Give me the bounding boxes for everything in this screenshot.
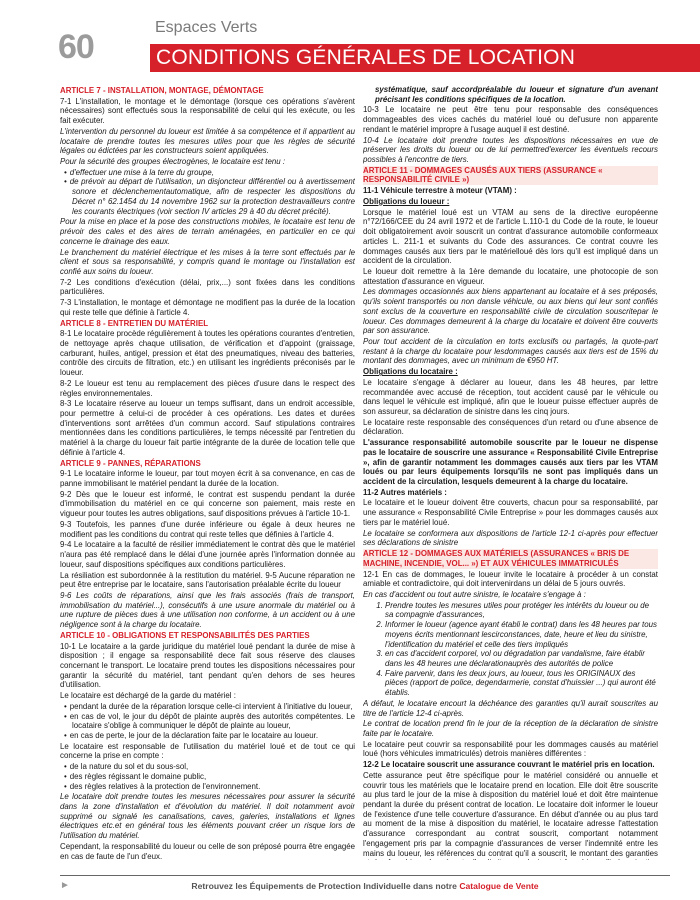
paragraph: En cas d'accident ou tout autre sinistre, le locataire s'engage à : — [363, 589, 586, 599]
list-item: • pendant la durée de la réparation lorsque celle-ci intervient à l'initiative du loueur, — [72, 702, 355, 712]
paragraph: Le locataire peut couvrir sa responsabilité pour les dommages causés au matériel loué (hors véhicules immatriculés) detrois manières différentes : — [363, 739, 658, 759]
right-column — [363, 85, 658, 860]
paragraph: Pour tout accident de la circulation en torts exclusifs ou partagés, la quote-part restant à la charge du locataire pour lesdommages causés aux tiers est de 15% du montant des dommages, avec un minimum de €950 HT. — [363, 336, 658, 366]
paragraph: Le locataire est déchargé de la garde du matériel : — [60, 691, 236, 701]
paragraph: 9-4 Le locataire a la faculté de résilier immédiatement le contrat dès que le matériel n'aura pas été remplacé dans le délai d'une journée après l'information donnée au loueur, sauf dispositions spécifiques aux conditions particulières. — [60, 540, 355, 569]
paragraph: 10-1 Le locataire a la garde juridique du matériel loué pendant la durée de mise à disposition ; il engage sa responsabilité dece fait sous réserve des clauses concernant le transport. Le locataire prend toutes les dispositions nécessaires pour garantir la sécurité du matériel, tant pendant qu'en dehors de ses heures d'utilisation. — [60, 641, 355, 690]
paragraph: 7-2 Les conditions d'exécution (délai, prix,...) sont fixées dans les conditions particulières. — [60, 277, 355, 297]
list-item: • des règles régissant le domaine public, — [72, 772, 355, 782]
subheading: Obligations du locataire : — [363, 367, 458, 377]
paragraph: Cependant, la responsabilité du loueur ou celle de son préposé pourra être engagée en cas de faute de l'un d'eux. — [60, 841, 355, 860]
paragraph: Le branchement du matériel électrique et les mises à la terre sont effectués par le client et sous sa responsabilité, y compris quand le montage ou l'installation est confié aux soins du loueur. — [60, 247, 355, 276]
paragraph: 10-3 Le locataire ne peut être tenu pour responsable des conséquences dommageables des vices cachés du matériel loué ou del'usure non apparente rendant le matériel impropre à l'usage auquel il est destiné. — [363, 105, 658, 134]
article-12-heading: ARTICLE 12 - DOMMAGES AUX MATÉRIELS (ASSURANCES « BRIS DE MACHINE, INCENDIE, VOL... ») ET AUX VÉHICULES IMMATRICULÉS — [363, 549, 658, 568]
list — [60, 168, 355, 217]
paragraph: 9-3 Toutefois, les pannes d'une durée inférieure ou égale à deux heures ne modifient pas les conditions du contrat qui reste telles que définies à l'article 4. — [60, 519, 355, 539]
paragraph: 12-1 En cas de dommages, le loueur invite le locataire à procéder à un constat amiable et contradictoire, qui doit intervenirdans un délai de 5 jours ouvrés. — [363, 569, 658, 589]
article-7-heading: ARTICLE 7 - INSTALLATION, MONTAGE, DÉMONTAGE — [60, 86, 264, 95]
list-item: 4. Faire parvenir, dans les deux jours, au loueur, tous les ORIGINAUX des pièces (rapport de police, degendarmerie, constat d'huissier ...) qui auront été établis. — [385, 669, 658, 698]
paragraph: 12-2 Le locataire souscrit une assurance couvrant le matériel pris en location. — [363, 760, 655, 770]
content-columns — [60, 85, 670, 860]
paragraph: Le contrat de location prend fin le jour de la réception de la déclaration de sinistre faite par le locataire. — [363, 719, 658, 738]
list-item: 2. Informer le loueur (agence ayant établi le contrat) dans les 48 heures par tous moyens écrits mentionnant lescirconstances, date, heure et lieu du sinistre, l'identification du matériel et celle des tiers impliqués — [385, 620, 658, 649]
list — [60, 762, 355, 791]
list-item: • de prévoir au départ de l'utilisation, un disjoncteur différentiel ou à avertissement sonore et déclenchementautomatique, afin de respecter les dispositions du Décret n° 62.1454 du 14 novembre 1962 sur la protection destravailleurs contre les courants électriques (voir section IV articles 29 à 40 du décret précité). — [72, 177, 355, 216]
paragraph: A défaut, le locataire encourt la déchéance des garanties qu'il aurait souscrites au titre de l'article 12-4 ci-après. — [363, 698, 658, 718]
paragraph: Le locataire reste responsable des conséquences d'un retard ou d'une absence de déclaration. — [363, 417, 658, 437]
subheading: 11-1 Véhicule terrestre à moteur (VTAM) : — [363, 186, 517, 196]
page-number: 60 — [58, 28, 94, 66]
list-item: 3. en cas d'accident corporel, vol ou dégradation par vandalisme, faire établir dans les 48 heures une déclarationauprès des autorités de police — [385, 649, 658, 668]
paragraph: 9-6 Les coûts de réparations, ainsi que les frais associés (frais de transport, immobilisation du matériel...), consécutifs à une usure anormale du matériel ou à une rupture de pièces dues à une utilisation non conforme, à un accident ou à une négligence sont à la charge du locataire. — [60, 590, 355, 630]
article-9-heading: ARTICLE 9 - PANNES, RÉPARATIONS — [60, 458, 201, 468]
section-name: Espaces Verts — [155, 19, 258, 36]
article-8-heading: ARTICLE 8 - ENTRETIEN DU MATÉRIEL — [60, 318, 209, 328]
list-item: • d'effectuer une mise à la terre du groupe, — [72, 168, 355, 178]
paragraph: Le locataire s'engage à déclarer au loueur, dans les 48 heures, par lettre recommandée avec accusé de réception, tout accident causé par le véhicule ou dans lequel le véhicule est impliqué, afin que le loueur puisse effectuer auprès de son assureur, sa déclaration de sinistre dans les cinq jours. — [363, 377, 658, 416]
paragraph: La résiliation est subordonnée à la restitution du matériel. 9-5 Aucune réparation ne peut être entreprise par le locataire, sans l'autorisation préalable écrite du loueur — [60, 570, 355, 590]
paragraph: 8-2 Le loueur est tenu au remplacement des pièces d'usure dans le respect des règles environnementales. — [60, 378, 355, 398]
footer-divider — [60, 875, 670, 876]
page-header — [0, 0, 700, 80]
page-title: CONDITIONS GÉNÉRALES DE LOCATION — [156, 46, 576, 69]
title-bar — [150, 44, 700, 72]
paragraph: 10-4 Le locataire doit prendre toutes les dispositions nécessaires en vue de préserver les droits du loueur ou de lui permettred'exercer les éventuels recours possibles à l'encontre de tiers. — [363, 135, 658, 165]
paragraph: Pour la sécurité des groupes électrogènes, le locataire est tenu : — [60, 157, 286, 167]
list-item: • de la nature du sol et du sous-sol, — [72, 762, 355, 772]
paragraph: Le locataire et le loueur doivent être couverts, chacun pour sa responsabilité, par une assurance « Responsabilité Civile Entreprise » pour les dommages causés aux tiers par le matériel loué. — [363, 498, 658, 527]
numbered-list — [363, 601, 658, 698]
list — [60, 702, 355, 741]
subheading: 11-2 Autres matériels : — [363, 487, 447, 497]
paragraph: L'intervention du personnel du loueur est limitée à sa compétence et il appartient au locataire de prendre toutes les mesures utiles pour que les règles de sécurité légales ou édictées par les constructeurs soient appliquées. — [60, 126, 355, 156]
list-item: • en cas de vol, le jour du dépôt de plainte auprès des autorités compétentes. Le locataire s'oblige à communiquer le dépôt de plainte au loueur, — [72, 712, 355, 731]
paragraph: systématique, sauf accordpréalable du loueur et signature d'un avenant précisant les conditions spécifiques de la location. — [375, 85, 658, 104]
paragraph: Cette assurance peut être spécifique pour le matériel considéré ou annuelle et couvrir tous les matériels que le locataire prend en location. Elle doit être souscrite au plus tard le jour de la mise à disposition du matériel loué et doit être maintenue pendant la durée du présent contrat de location. Le locataire doit informer le loueur de l'existence d'une telle couverture d'assurance. En début d'année ou au plus tard au moment de la mise à disposition du matériel, le locataire adresse l'attestation d'assurance correspondant au contrat souscrit, comportant notamment l'engagement pris par la compagnie d'assurances de verser l'indemnité entre les mains du loueur, les références du contrat qu'il a souscrit, le montant des garanties — [363, 770, 658, 858]
paragraph: 7-3 L'installation, le montage et démontage ne modifient pas la durée de la location qui reste telle que définie à l'article 4. — [60, 298, 355, 317]
footer-prefix: Retrouvez les Équipements de Protection Individuelle dans notre — [191, 881, 457, 891]
article-10-heading: ARTICLE 10 - OBLIGATIONS ET RESPONSABILITÉS DES PARTIES — [60, 630, 310, 640]
paragraph: Pour la mise en place et la pose des constructions mobiles, le locataire est tenu de prévoir des cales et des aires de terrain aménagées, en particulier en ce qui concerne le drainage des eaux. — [60, 217, 355, 246]
footer-text — [60, 881, 670, 891]
page-footer — [60, 875, 670, 895]
paragraph: Le loueur doit remettre à la 1ère demande du locataire, une photocopie de son attestation d'assurance en vigueur. — [363, 266, 658, 286]
paragraph: 8-3 Le locataire réserve au loueur un temps suffisant, dans un endroit accessible, pour permettre à celui-ci de procéder à ces opérations. Les dates et durées d'interventions sont arrêtées d'un commun accord. Sauf stipulations contraires mentionnées dans les conditions particulières, le temps nécessité par l'entretien du matériel à la charge du loueur fait partie intégrante de la durée de location telle que définie à l'article 4. — [60, 399, 355, 457]
paragraph: 9-2 Dès que le loueur est informé, le contrat est suspendu pendant la durée d'immobilisation du matériel en ce qui concerne son paiement, mais reste en vigueur pour toutes les autres obligations, sauf dispositions prévues à l'article 10-1. — [60, 489, 355, 519]
list-item: 1. Prendre toutes les mesures utiles pour protéger les intérêts du loueur ou de sa compagnie d'assurances, — [385, 601, 658, 620]
paragraph: Le locataire est responsable de l'utilisation du matériel loué et de tout ce qui concerne la prise en compte : — [60, 741, 355, 761]
paragraph: Le locataire se conformera aux dispositions de l'article 12-1 ci-après pour effectuer ses déclarations de sinistre — [363, 528, 658, 548]
paragraph: 8-1 Le locataire procède régulièrement à toutes les opérations courantes d'entretien, de nettoyage après chaque utilisation, de vérification et d'appoint (graissage, carburant, huiles, antigel, pression et état des pneumatiques, niveau des batteries, contrôle des circuits de filtration, etc.) en utilisant les ingrédients préconisés par le loueur. — [60, 329, 355, 378]
arrow-right-icon: ► — [60, 880, 70, 891]
paragraph: 7-1 L'installation, le montage et le démontage (lorsque ces opérations s'avèrent nécessaires) sont effectués sous la responsabilité de celui qui les exécute, ou les fait exécuter. — [60, 96, 355, 126]
paragraph: Lorsque le matériel loué est un VTAM au sens de la directive européenne n°72/166/CEE du 24 avril 1972 et de l'article L.110-1 du Code de la route, le loueur doit obligatoirement avoir souscrit un contrat d'assurance automobile conformeaux articles L. 211-1 et suivants du Code des assurances. Ce contrat couvre les dommages causés aux tiers par le matérielloué dès lors qu'il est impliqué dans un accident de la circulation. — [363, 207, 658, 266]
paragraph: Le locataire doit prendre toutes les mesures nécessaires pour assurer la sécurité dans la zone d'installation et d'évolution du matériel. Il doit notamment avoir supprimé ou signalé les canalisations, caves, galeries, installations et lignes électriques etc.et en général tous les éléments pouvant créer un risque lors de l'utilisation du matériel. — [60, 792, 355, 841]
list-item: • en cas de perte, le jour de la déclaration faite par le locataire au loueur. — [72, 731, 355, 741]
paragraph: Les dommages occasionnés aux biens appartenant au locataire et à ses préposés, qu'ils soient transportés ou non dansle véhicule, ou aux biens qui leur sont confiés sont exclus de la couverture en responsabilité civile de circulation souscritepar le loueur. Ces dommages demeurent à la charge du locataire et doivent être couverts par son assurance. — [363, 287, 658, 336]
paragraph: 9-1 Le locataire informe le loueur, par tout moyen écrit à sa convenance, en cas de panne immobilisant le matériel pendant la durée de la location. — [60, 469, 355, 489]
left-column — [60, 85, 355, 860]
paragraph: L'assurance responsabilité automobile souscrite par le loueur ne dispense pas le locataire de souscrire une assurance « Responsabilité Civile Entreprise », afin de garantir notamment les dommages causés aux tiers par les VTAM loués ou par leurs équipements lorsqu'ils ne sont pas impliqués dans un accident de la circulation, lesquels demeurent à la charge du locataire. — [363, 438, 658, 487]
catalogue-link[interactable]: Catalogue de Vente — [459, 881, 539, 891]
article-11-heading: ARTICLE 11 - DOMMAGES CAUSÉS AUX TIERS (ASSURANCE « RESPONSABILITÉ CIVILE ») — [363, 166, 658, 185]
list-item: • des règles relatives à la protection de l'environnement. — [72, 782, 355, 792]
subheading: Obligations du loueur : — [363, 196, 450, 206]
